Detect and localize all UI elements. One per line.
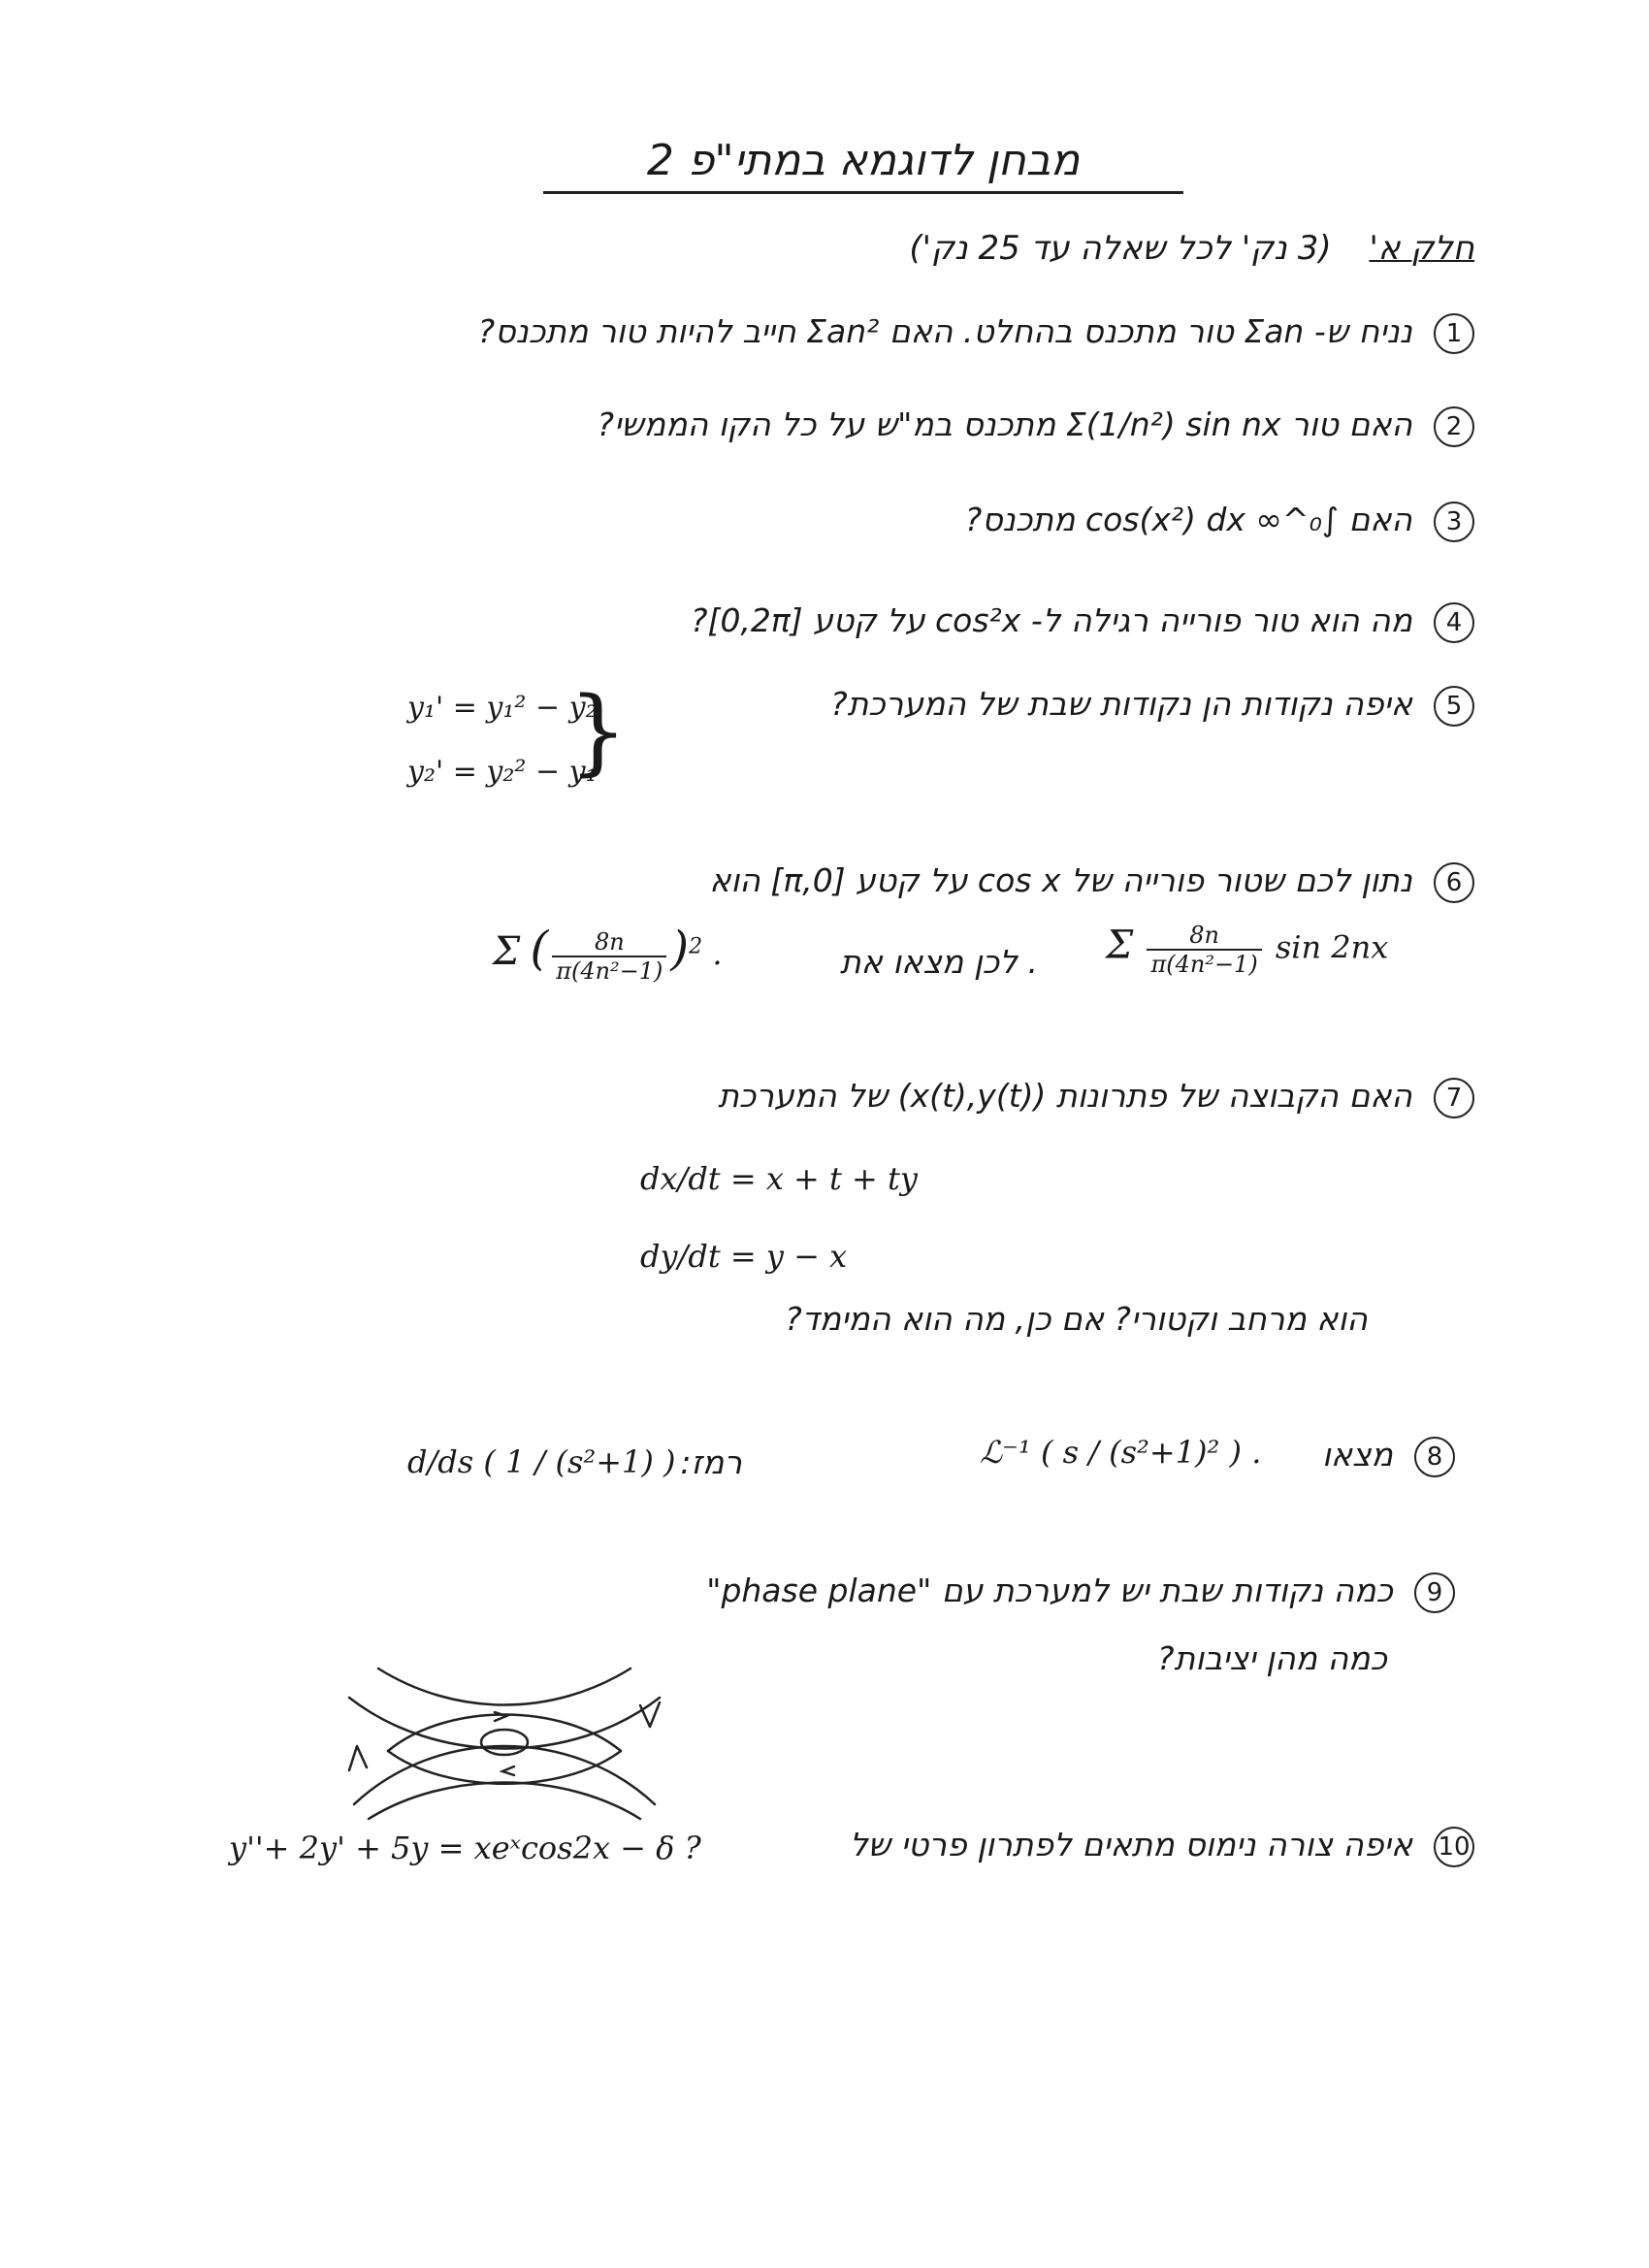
- hint-label: רמז:: [680, 1443, 742, 1481]
- question-text: מצאו: [1321, 1436, 1393, 1474]
- question-text: איפה נקודות הן נקודות שבת של המערכת?: [830, 685, 1412, 723]
- question-9: [706, 1571, 1455, 1613]
- series-2-denominator: π(4n²−1): [552, 956, 666, 985]
- question-text: נניח ש- Σan טור מתכנס בהחלט. האם Σan² חייב להיות טור מתכנס?: [477, 312, 1412, 350]
- question-text: האם הקבוצה של פתרונות (x(t),y(t)) של המערכת: [718, 1077, 1412, 1115]
- question-text-line-1: נתון לכם שטור פורייה של cos x על קטע [0,π] הוא: [709, 861, 1412, 899]
- question-number: 7: [1434, 1078, 1474, 1118]
- question-7-followup: הוא מרחב וקטורי? אם כן, מה הוא המימד?: [785, 1300, 1368, 1338]
- page-title: מבחן לדוגמא במתי"פ 2: [543, 136, 1183, 194]
- question-2: [598, 405, 1475, 447]
- question-number: 5: [1434, 686, 1474, 727]
- series-1-tail: sin 2nx: [1275, 928, 1389, 966]
- part-label: חלק א': [1369, 229, 1474, 268]
- series-1-numerator: 8n: [1189, 922, 1219, 949]
- question-3: [965, 501, 1474, 542]
- question-number: 9: [1414, 1572, 1455, 1613]
- question-8: [1322, 1436, 1455, 1477]
- series-2-numerator: 8n: [594, 927, 625, 956]
- question-number: 8: [1414, 1437, 1455, 1477]
- question-9-followup: כמה מהן יציבות?: [1157, 1639, 1387, 1677]
- question-text: האם ∫₀^∞ cos(x²) dx מתכנס?: [964, 501, 1412, 538]
- question-number: 10: [1434, 1827, 1474, 1867]
- series-1-denominator: π(4n²−1): [1147, 949, 1261, 978]
- ode-equation: y''+ 2y' + 5y = xeˣcos2x − δ ?: [229, 1830, 701, 1866]
- question-4: [691, 601, 1474, 643]
- part-header: [909, 229, 1474, 268]
- system-equation-2: dy/dt = y − x: [640, 1238, 848, 1275]
- part-note: (3 נק' לכל שאלה עד 25 נק'): [909, 229, 1332, 268]
- system-eq-1: y₁' = y₁² − y₂: [407, 691, 598, 725]
- question-5: [830, 685, 1474, 727]
- hint-expression: d/ds ( 1 / (s²+1) ): [407, 1443, 676, 1480]
- question-6-line-2: [840, 943, 1038, 981]
- phase-plane-sketch: [330, 1659, 679, 1833]
- inverse-laplace-expression: ℒ⁻¹ ( s / (s²+1)² ) .: [980, 1434, 1262, 1471]
- question-number: 3: [1434, 502, 1474, 542]
- question-10: [850, 1826, 1474, 1867]
- arrow-bottom: [502, 1766, 514, 1775]
- question-text: מה הוא טור פורייה רגילה ל- cos²x על קטע [0,2π]?: [691, 601, 1412, 639]
- question-text: האם טור Σ(1/n²) sin nx מתכנס במ"ש על כל הקו הממשי?: [597, 405, 1412, 443]
- trajectory-lower: [369, 1783, 640, 1820]
- system-eq-2: y₂' = y₂² − y₁: [407, 755, 598, 789]
- question-6: [709, 861, 1474, 903]
- question-7: [718, 1077, 1474, 1118]
- question-text-line-2: . לכן מצאו את: [840, 943, 1038, 981]
- question-text: כמה נקודות שבת יש למערכת עם "phase plane": [706, 1571, 1393, 1609]
- question-1: [478, 312, 1474, 354]
- question-number: 6: [1434, 862, 1474, 903]
- question-text: איפה צורה נימוס מתאים לפתרון פרטי של: [850, 1826, 1412, 1863]
- fourier-series-expression: Σ $\frac{8n}{\text{π(4n²−1)}}$ sin 2nx: [1106, 922, 1389, 978]
- question-number: 2: [1434, 406, 1474, 447]
- question-number: 4: [1434, 602, 1474, 643]
- system-equation-1: dx/dt = x + t + ty: [640, 1160, 918, 1197]
- sum-of-squares-expression: Σ ( $\frac{8n}{\text{π(4n²−1)}}$ )$^2$ .: [493, 922, 723, 985]
- trajectory-upper: [378, 1669, 630, 1705]
- system-brace: }: [568, 677, 629, 786]
- center-orbit: [481, 1730, 528, 1755]
- question-number: 1: [1434, 313, 1474, 354]
- arrow-left: [349, 1746, 367, 1770]
